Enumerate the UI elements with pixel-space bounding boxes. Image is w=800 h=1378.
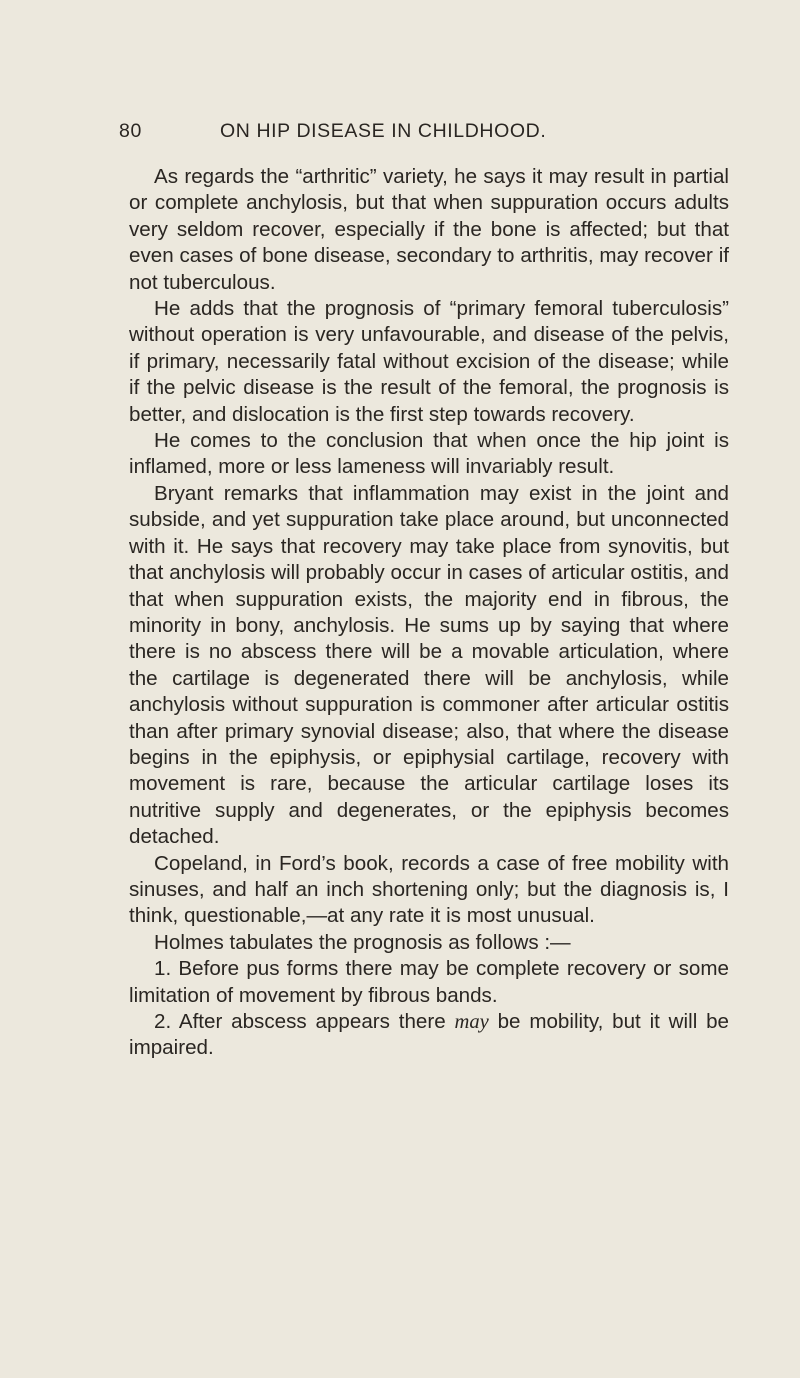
list-item-1: 1. Before pus forms there may be complete recovery or some limitation of movement by fibrous bands. bbox=[129, 957, 729, 1007]
page-header bbox=[0, 114, 800, 148]
list-item-2 bbox=[129, 1009, 729, 1062]
running-head: ON HIP DISEASE IN CHILDHOOD. bbox=[220, 120, 547, 142]
paragraph-arthritic-variety: As regards the “arthritic” variety, he says it may result in partial or complete anchylosis, but that when suppuration occurs adults very seldom recover, especially if the bone is affected; but that even cases of bone disease, secondary to arthritis, may recover if not tuberculous. bbox=[129, 165, 729, 294]
page-number: 80 bbox=[119, 120, 142, 142]
list-item-2-before: 2. After abscess appears there bbox=[154, 1010, 455, 1033]
list-item-2-after: be mobility, but it will be impaired. bbox=[129, 1010, 729, 1060]
paragraph-lameness-conclusion: He comes to the conclusion that when once the hip joint is inflamed, more or less lameness will invariably result. bbox=[129, 429, 729, 479]
paragraph-femoral-tuberculosis: He adds that the prognosis of “primary femoral tuberculosis” without operation is very unfavourable, and disease of the pelvis, if primary, necessarily fatal without excision of the disease; while if the pelvic disease is the result of the femoral, the prognosis is better, and dislocation is the first step towards recovery. bbox=[129, 297, 729, 426]
paragraph-copeland-case: Copeland, in Ford’s book, records a case of free mobility with sinuses, and half an inch shortening only; but the diagnosis is, I think, questionable,—at any rate it is most unusual. bbox=[129, 851, 729, 928]
list-item-2-emphasis: may bbox=[454, 1011, 489, 1033]
paragraph-holmes-intro: Holmes tabulates the prognosis as follows :— bbox=[154, 930, 571, 954]
paragraph-bryant-remarks: Bryant remarks that inflammation may exist in the joint and subside, and yet suppuration take place around, but unconnected with it. He says that recovery may take place from synovitis, but that anchylosis will probably occur in cases of articular ostitis, and that when suppuration exists, the majority end in fibrous, the minority in bony, anchylosis. He sums up by saying that where there is no abscess there will be a movable articulation, where the cartilage is degenerated there will be anchylosis, while anchylosis without suppuration is commoner after articular ostitis than after primary synovial disease; also, that where the disease begins in the epiphysis, or epiphysial cartilage, recovery with movement is rare, because the articular cartilage loses its nutritive supply and degenerates, or the epiphysis becomes detached. bbox=[129, 481, 729, 849]
body-text bbox=[129, 164, 729, 1062]
